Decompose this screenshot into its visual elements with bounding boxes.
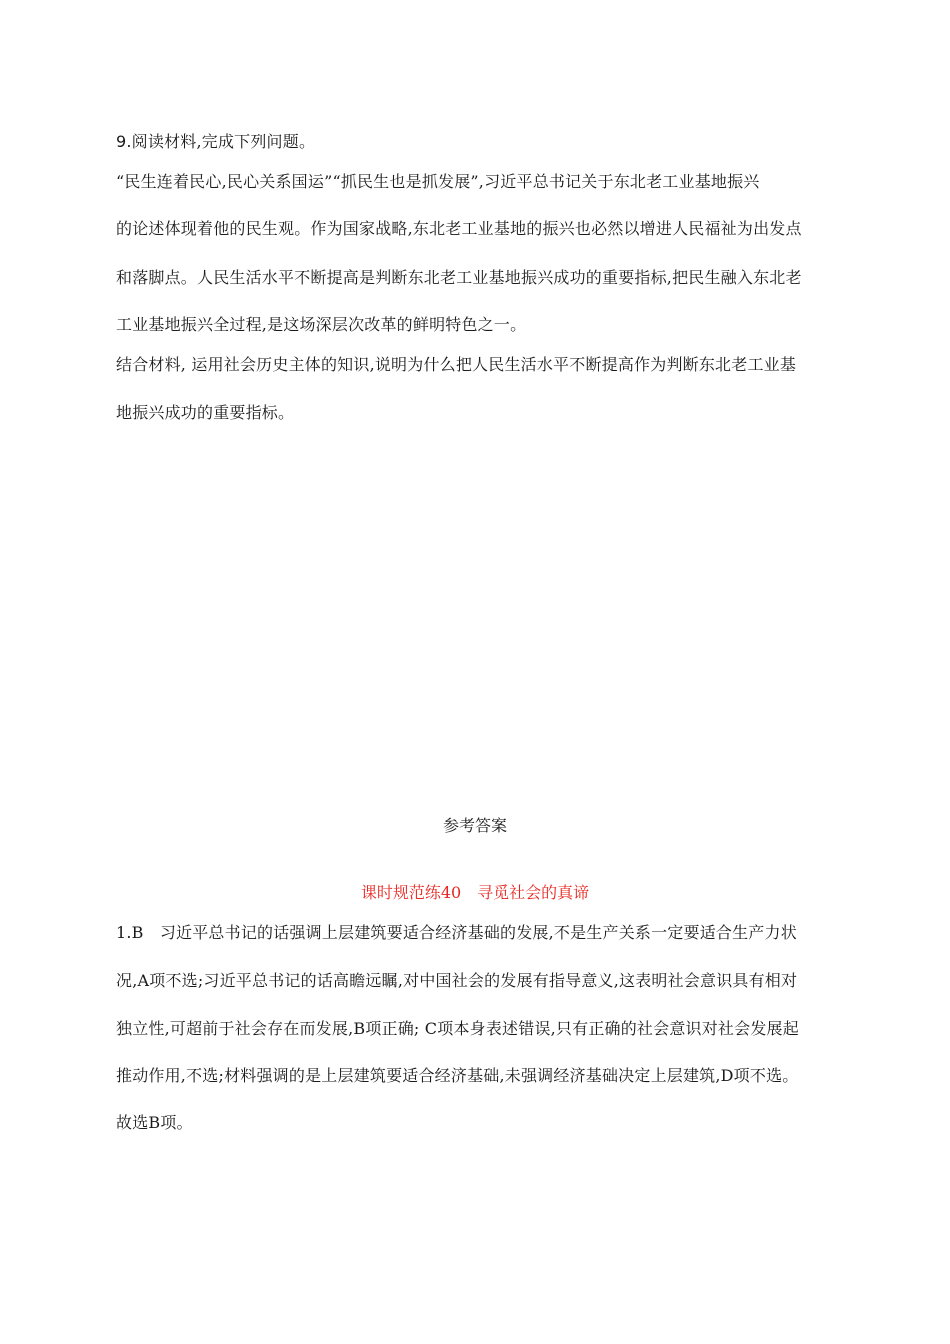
- question-number: 9.: [116, 132, 132, 151]
- material-line: “民生连着民心,民心关系国运”“抓民生也是抓发展”,习近平总书记关于东北老工业基地振兴: [116, 172, 760, 191]
- answer-line: 推动作用,不选;材料强调的是上层建筑要适合经济基础,未强调经济基础决定上层建筑,D项不选。: [116, 1066, 799, 1085]
- material-line: 工业基地振兴全过程,是这场深层次改革的鲜明特色之一。: [116, 315, 527, 334]
- question-header: [116, 132, 315, 152]
- answer-line: 况,A项不选;习近平总书记的话高瞻远瞩,对中国社会的发展有指导意义,这表明社会意识具有相对: [116, 971, 798, 990]
- answer-line: 独立性,可超前于社会存在而发展,B项正确; C项本身表述错误,只有正确的社会意识对社会发展起: [116, 1019, 799, 1038]
- material-line: 和落脚点。人民生活水平不断提高是判断东北老工业基地振兴成功的重要指标,把民生融入东北老: [116, 268, 802, 287]
- answers-heading: 参考答案: [442, 816, 507, 835]
- task-line: 地振兴成功的重要指标。: [116, 403, 295, 422]
- answer-line: 1.B 习近平总书记的话强调上层建筑要适合经济基础的发展,不是生产关系一定要适合生产力状: [116, 923, 797, 942]
- task-line: 结合材料, 运用社会历史主体的知识,说明为什么把人民生活水平不断提高作为判断东北老工业基: [116, 355, 797, 374]
- material-line: 的论述体现着他的民生观。作为国家战略,东北老工业基地的振兴也必然以增进人民福祉为出发点: [116, 219, 802, 238]
- section-title: 课时规范练40 寻觅社会的真谛: [360, 883, 590, 902]
- answer-line: 故选B项。: [116, 1113, 193, 1132]
- question-prompt: 阅读材料,完成下列问题。: [131, 132, 316, 151]
